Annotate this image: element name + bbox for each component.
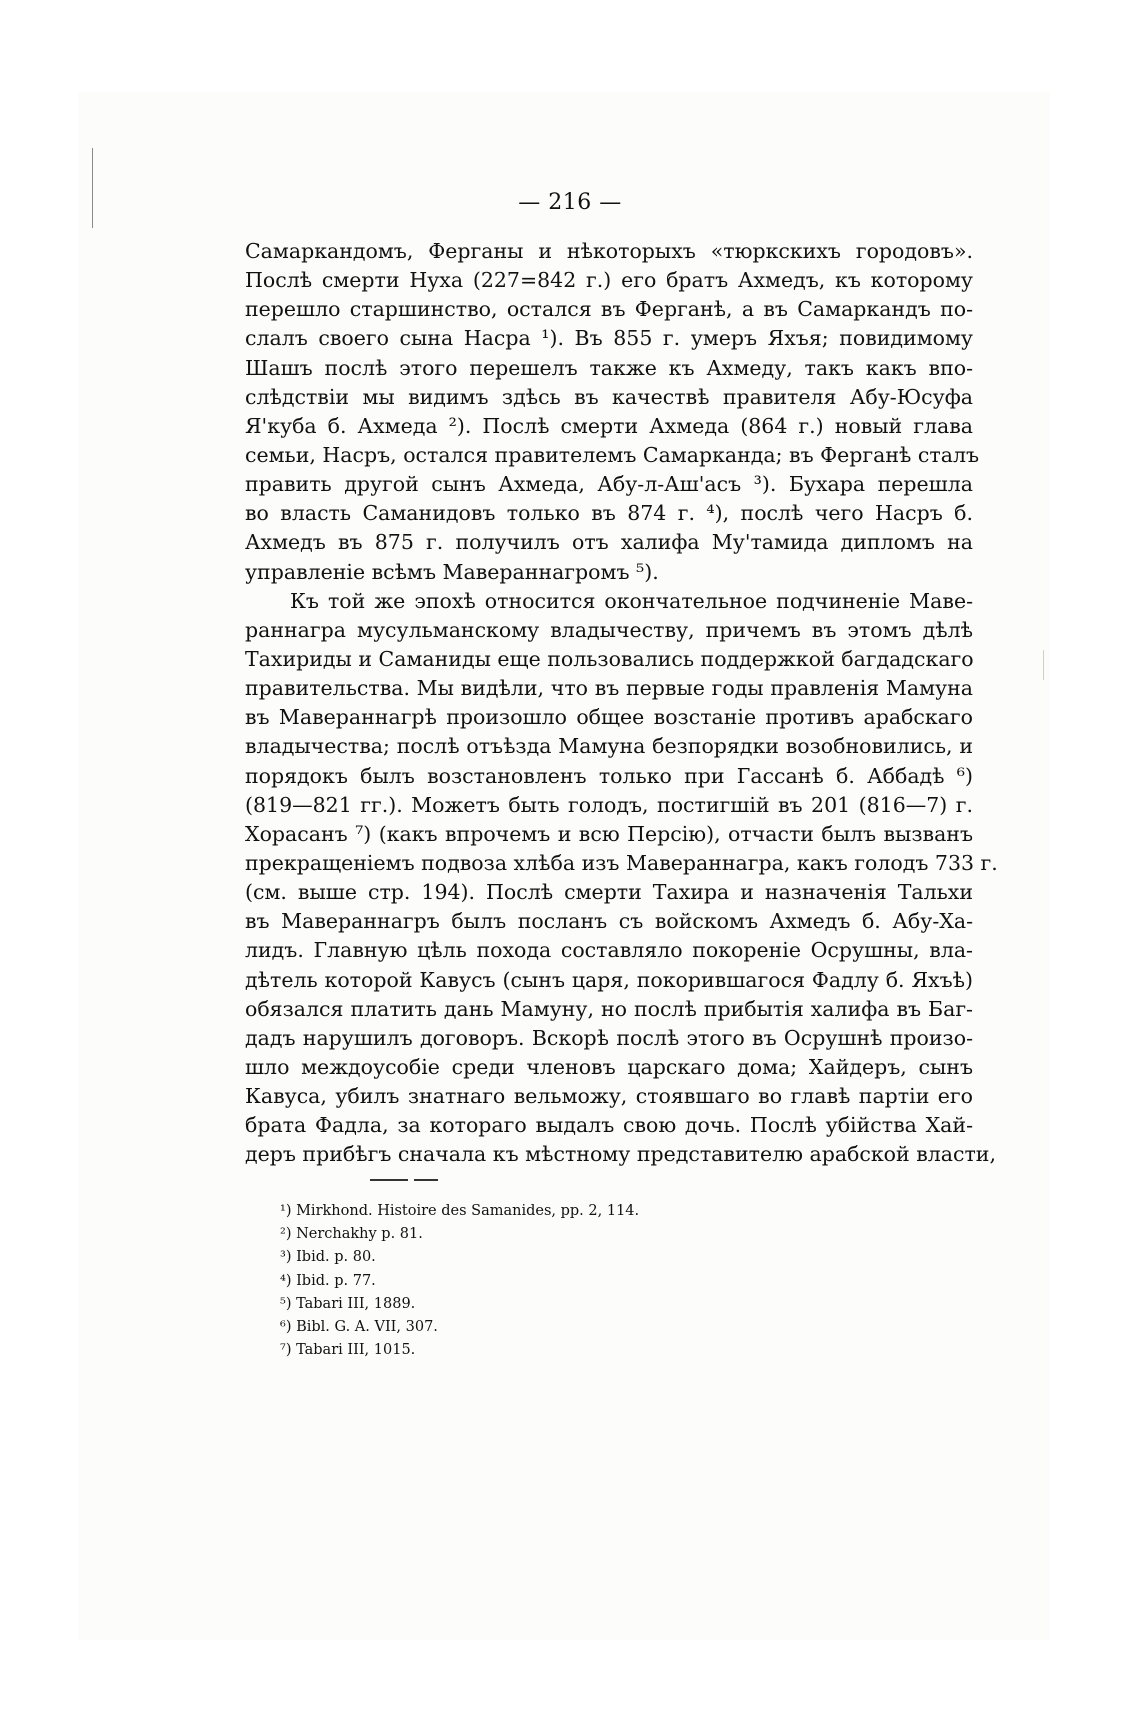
text-line: порядокъ былъ возстановленъ только при Гассанѣ б. Аббадѣ ⁶) [245,763,973,788]
footnote: ⁵) Tabari III, 1889. [280,1295,416,1312]
text-line: деръ прибѣгъ сначала къ мѣстному представителю арабской власти, [245,1142,996,1167]
text-line: Я'куба б. Ахмеда ²). Послѣ смерти Ахмеда (864 г.) новый глава [245,413,973,438]
text-line: Самаркандомъ, Ферганы и нѣкоторыхъ «тюркскихъ городовъ». [245,239,973,263]
footnote-separator-right [414,1179,438,1181]
footnotes [280,1200,880,1362]
text-line: въ Мавераннагръ былъ посланъ съ войскомъ Ахмедъ б. Абу-Ха- [245,909,973,934]
page-number: — 216 — [518,190,622,215]
text-line: правительства. Мы видѣли, что въ первые годы правленія Мамуна [245,676,973,701]
text-line: въ Мавераннагрѣ произошло общее возстаніе противъ арабскаго [245,705,973,730]
footnote: ⁴) Ibid. p. 77. [280,1272,376,1289]
text-line: Хорасанъ ⁷) (какъ впрочемъ и всю Персію), отчасти былъ вызванъ [245,821,973,846]
text-line: прекращеніемъ подвоза хлѣба изъ Мавераннагра, какъ голодъ 733 г. [245,850,998,875]
text-line: Тахириды и Саманиды еще пользовались поддержкой багдадскаго [245,646,974,671]
footnote: ²) Nerchakhy p. 81. [280,1226,423,1243]
text-line: шло междоусобіе среди членовъ царскаго дома; Хайдеръ, сынъ [245,1054,973,1079]
text-line: править другой сынъ Ахмеда, Абу-л-Аш'асъ ³). Бухара перешла [245,472,973,497]
footnote: ¹) Mirkhond. Histoire des Samanides, pp. 2, 114. [280,1203,640,1219]
text-line: Шашъ послѣ этого перешелъ также къ Ахмеду, такъ какъ впо- [245,355,973,380]
text-line: (см. выше стр. 194). Послѣ смерти Тахира и назначенія Тальхи [245,880,973,905]
scan-margin-mark-right [1043,650,1044,680]
scan-margin-mark [92,148,93,228]
text-line: Кавуса, убилъ знатнаго вельможу, стоявшаго во главѣ партіи его [245,1084,973,1109]
text-line: Послѣ смерти Нуха (227=842 г.) его братъ Ахмедъ, къ которому [245,268,973,293]
text-line: Къ той же эпохѣ относится окончательное подчиненіе Маве- [290,588,973,613]
text-line: дадъ нарушилъ договоръ. Вскорѣ послѣ этого въ Осрушнѣ произо- [245,1025,973,1050]
footnote: ⁶) Bibl. G. A. VII, 307. [280,1318,438,1335]
main-text [245,237,998,1170]
text-line: во власть Саманидовъ только въ 874 г. ⁴), послѣ чего Насръ б. [245,501,973,526]
footnote: ⁷) Tabari III, 1015. [280,1342,416,1359]
text-line: слалъ своего сына Насра ¹). Въ 855 г. умеръ Яхъя; повидимому [245,326,973,351]
text-line: дѣтель которой Кавусъ (сынъ царя, покорившагося Фадлу б. Яхъѣ) [245,967,973,992]
text-line: брата Фадла, за котораго выдалъ свою дочь. Послѣ убійства Хай- [245,1113,973,1138]
text-line: семьи, Насръ, остался правителемъ Самарканда; въ Ферганѣ сталъ [245,442,980,467]
footnote-separator-left [370,1179,408,1181]
text-line: раннагра мусульманскому владычеству, причемъ въ этомъ дѣлѣ [245,617,973,642]
text-line: перешло старшинство, остался въ Ферганѣ, а въ Самаркандъ по- [245,297,973,322]
text-line: управленіе всѣмъ Мавераннагромъ ⁵). [245,559,659,584]
text-line: (819—821 гг.). Можетъ быть голодъ, постигшій въ 201 (816—7) г. [245,792,973,817]
text-line: лидъ. Главную цѣль похода составляло покореніе Осрушны, вла- [245,938,973,963]
text-line: слѣдствіи мы видимъ здѣсь въ качествѣ правителя Абу-Юсуфа [245,384,973,409]
text-line: обязался платить дань Мамуну, но послѣ прибытія халифа въ Баг- [245,996,973,1021]
text-line: Ахмедъ въ 875 г. получилъ отъ халифа Му'тамида дипломъ на [245,530,973,555]
text-line: владычества; послѣ отъѣзда Мамуна безпорядки возобновились, и [245,734,973,759]
footnote: ³) Ibid. p. 80. [280,1249,376,1266]
